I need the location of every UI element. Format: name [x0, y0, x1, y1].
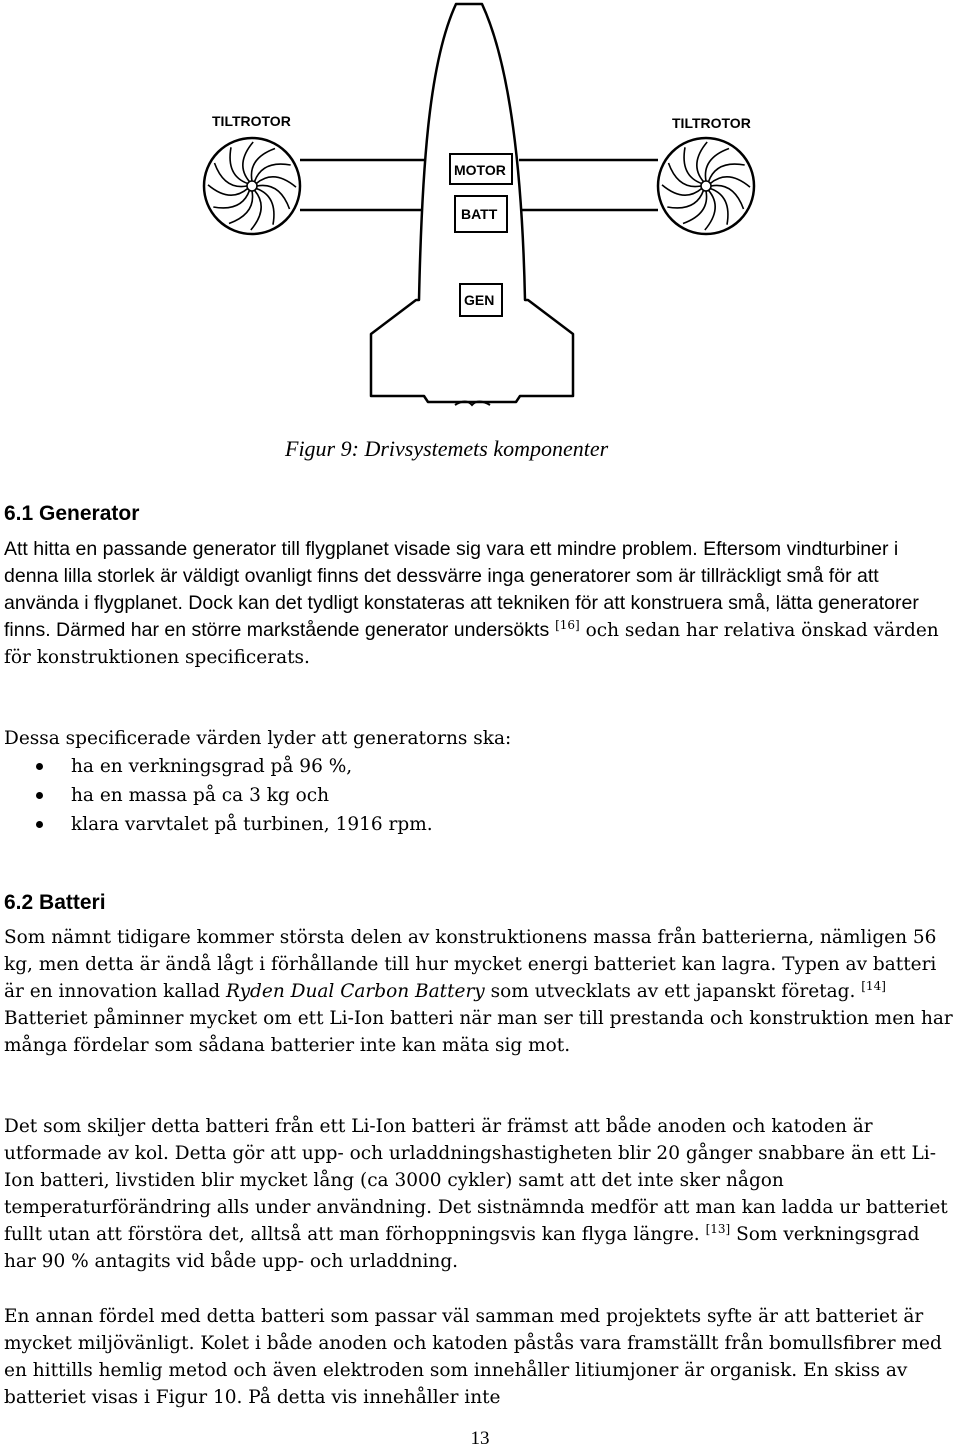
citation-16: [16]: [555, 618, 580, 632]
tiltrotor-right-blades: [662, 142, 750, 230]
list-item: klara varvtalet på turbinen, 1916 rpm.: [4, 810, 954, 839]
batteri-paragraph-2: [4, 1113, 954, 1275]
list-item: ha en verkningsgrad på 96 %,: [4, 752, 954, 781]
citation-13: [13]: [705, 1222, 731, 1236]
tiltrotor-left-label: TILTROTOR: [212, 113, 291, 129]
rotor-blade: [684, 147, 702, 183]
battery-name: Ryden Dual Carbon Battery: [225, 981, 485, 1002]
citation-14: [14]: [861, 979, 886, 993]
drive-system-figure: [0, 0, 960, 420]
rotor-blade: [255, 164, 291, 182]
list-item: ha en massa på ca 3 kg och: [4, 781, 954, 810]
rotor-blade: [230, 147, 248, 183]
batteri-paragraph-3: En annan fördel med detta batteri som passar väl samman med projektets syfte är att batteriet är mycket miljövänligt. Kolet i både anoden och katoden påstås vara framställt från bomullsfibrer med en hittills hemlig metod och även elektroden som innehåller litiumjoner är organisk. En skiss av batteriet visas i Figur 10. På detta vis innehåller inte: [4, 1306, 942, 1408]
generator-p1-text: Att hitta en passande generator till flygplanet visade sig vara ett mindre problem. Eftersom vindturbiner i denna lilla storlek är väldigt ovanligt finns det dessvärre inga generatorer som är tillräckligt små för att använda i flygplanet. Dock kan det tydligt konstateras att tekniken för att konstruera små, lätta generatorer finns. Därmed har en större markstående generator undersökts: [4, 538, 919, 641]
page-number: 13: [470, 1428, 490, 1449]
tiltrotor-right-label: TILTROTOR: [672, 115, 751, 131]
generator-spec-list: [4, 752, 954, 839]
tiltrotor-left-blades: [208, 142, 296, 230]
generator-spec-intro: Dessa specificerade värden lyder att generatorns ska:: [4, 728, 512, 749]
tiltrotor-right-ring: [658, 138, 754, 234]
batteri-p2-b: Som verkningsgrad har 90 % antagits vid både upp- och urladdning.: [4, 1224, 920, 1272]
batt-label: BATT: [461, 206, 498, 222]
rotor-hub: [701, 181, 711, 191]
figure-caption: Figur 9: Drivsystemets komponenter: [285, 436, 609, 461]
rotor-blade: [256, 189, 274, 225]
tiltrotor-left-ring: [204, 138, 300, 234]
batteri-paragraph-1: [4, 924, 954, 1059]
batteri-p1-c: Batteriet påminner mycket om ett Li-Ion batteri när man ser till prestanda och konstruktion men har många fördelar som sådana batterier inte kan mäta sig mot.: [4, 1008, 953, 1056]
generator-p1-end: och sedan har relativa önskad värden för konstruktionen specificerats.: [4, 620, 939, 668]
batteri-p2-a: Det som skiljer detta batteri från ett Li-Ion batteri är främst att både anoden och katoden är utformade av kol. Detta gör att upp- och urladdningshastigheten blir 20 gånger snabbare än ett Li-Ion batteri, livstiden blir mycket lång (ca 3000 cykler) samt att det inte sker någon temperaturförändring alls under användning. Det sistnämnda medför att man kan ladda ur batteriet fullt utan att förstöra det, alltså att man förhoppningsvis kan flyga längre.: [4, 1116, 948, 1245]
batteri-p1-a: Som nämnt tidigare kommer största delen av konstruktionens massa från batterierna, nämligen 56 kg, men detta är ändå lågt i förhållande till hur mycket energi batteriet kan lagra. Typen av batteri är en innovation kallad: [4, 927, 937, 1002]
rotor-blade: [213, 190, 249, 208]
gen-label: GEN: [464, 292, 495, 308]
rotor-blade: [709, 164, 745, 182]
generator-paragraph-2: [4, 725, 954, 839]
rotor-hub: [247, 181, 257, 191]
rotor-blade: [710, 189, 728, 225]
generator-paragraph-1: [4, 536, 954, 671]
rotor-blade: [667, 190, 703, 208]
section-heading-generator: 6.1 Generator: [4, 502, 140, 525]
section-heading-batteri: 6.2 Batteri: [4, 891, 106, 914]
batteri-p1-b: som utvecklats av ett japanskt företag.: [484, 981, 862, 1002]
motor-label: MOTOR: [454, 162, 506, 178]
